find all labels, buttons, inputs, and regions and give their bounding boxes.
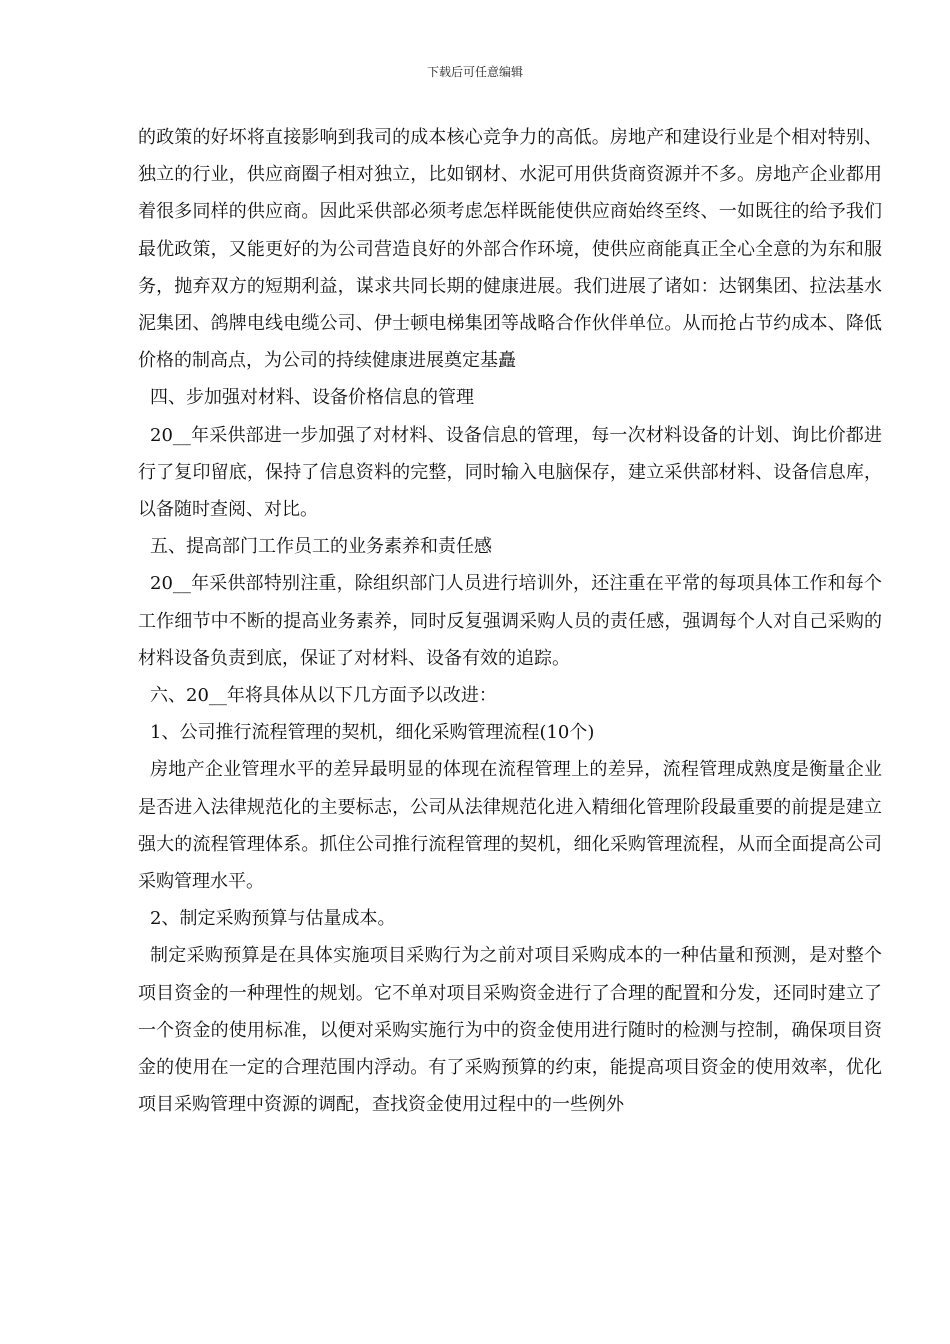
section-heading-5: 五、提高部门工作员工的业务素养和责任感 [150, 536, 492, 558]
section-heading-6: 六、20__年将具体从以下几方面予以改进： [150, 685, 497, 707]
paragraph-continuation: 的政策的好坏将直接影响到我司的成本核心竞争力的高低。房地产和建设行业是个相对特别、独立的行业，供应商圈子相对独立，比如钢材、水泥可用供货商资源并不多。房地产企业都用着很多同样的供应商。因此采供部必须考虑怎样既能使供应商始终至终、一如既往的给予我们最优政策，又能更好的为公司营造良好的外部合作环境，使供应商能真正全心全意的为东和服务，抛弃双方的短期利益，谋求共同长期的健康进展。我们进展了诸如：达钢集团、拉法基水泥集团、鸽牌电线电缆公司、伊士顿电梯集团等战略合作伙伴单位。从而抢占节约成本、降低价格的制高点，为公司的持续健康进展奠定基矗 [138, 127, 882, 372]
page-header: 下载后可任意编辑 [426, 65, 523, 79]
subheading-1: 1、公司推行流程管理的契机，细化采购管理流程(10个) [150, 722, 595, 744]
section-heading-4: 四、步加强对材料、设备价格信息的管理 [150, 387, 474, 409]
paragraph-info-management: 20__年采供部进一步加强了对材料、设备信息的管理，每一次材料设备的计划、询比价都进行了复印留底，保持了信息资料的完整，同时输入电脑保存，建立采供部材料、设备信息库，以备随时查阅、对比。 [138, 424, 882, 521]
document-body [138, 119, 882, 1123]
subheading-2: 2、制定采购预算与估量成本。 [150, 908, 396, 930]
paragraph-process-management: 房地产企业管理水平的差异最明显的体现在流程管理上的差异，流程管理成熟度是衡量企业是否进入法律规范化的主要标志，公司从法律规范化进入精细化管理阶段最重要的前提是建立强大的流程管理体系。抓住公司推行流程管理的契机，细化采购管理流程，从而全面提高公司采购管理水平。 [138, 759, 882, 893]
paragraph-staff-quality: 20__年采供部特别注重，除组织部门人员进行培训外，还注重在平常的每项具体工作和每个工作细节中不断的提高业务素养，同时反复强调采购人员的责任感，强调每个人对自己采购的材料设备负责到底，保证了对材料、设备有效的追踪。 [138, 573, 882, 669]
paragraph-budget: 制定采购预算是在具体实施项目采购行为之前对项目采购成本的一种估量和预测，是对整个项目资金的一种理性的规划。它不单对项目采购资金进行了合理的配置和分发，还同时建立了一个资金的使用标准，以便对采购实施行为中的资金使用进行随时的检测与控制，确保项目资金的使用在一定的合理范围内浮动。有了采购预算的约束，能提高项目资金的使用效率，优化项目采购管理中资源的调配，查找资金使用过程中的一些例外 [138, 945, 882, 1116]
